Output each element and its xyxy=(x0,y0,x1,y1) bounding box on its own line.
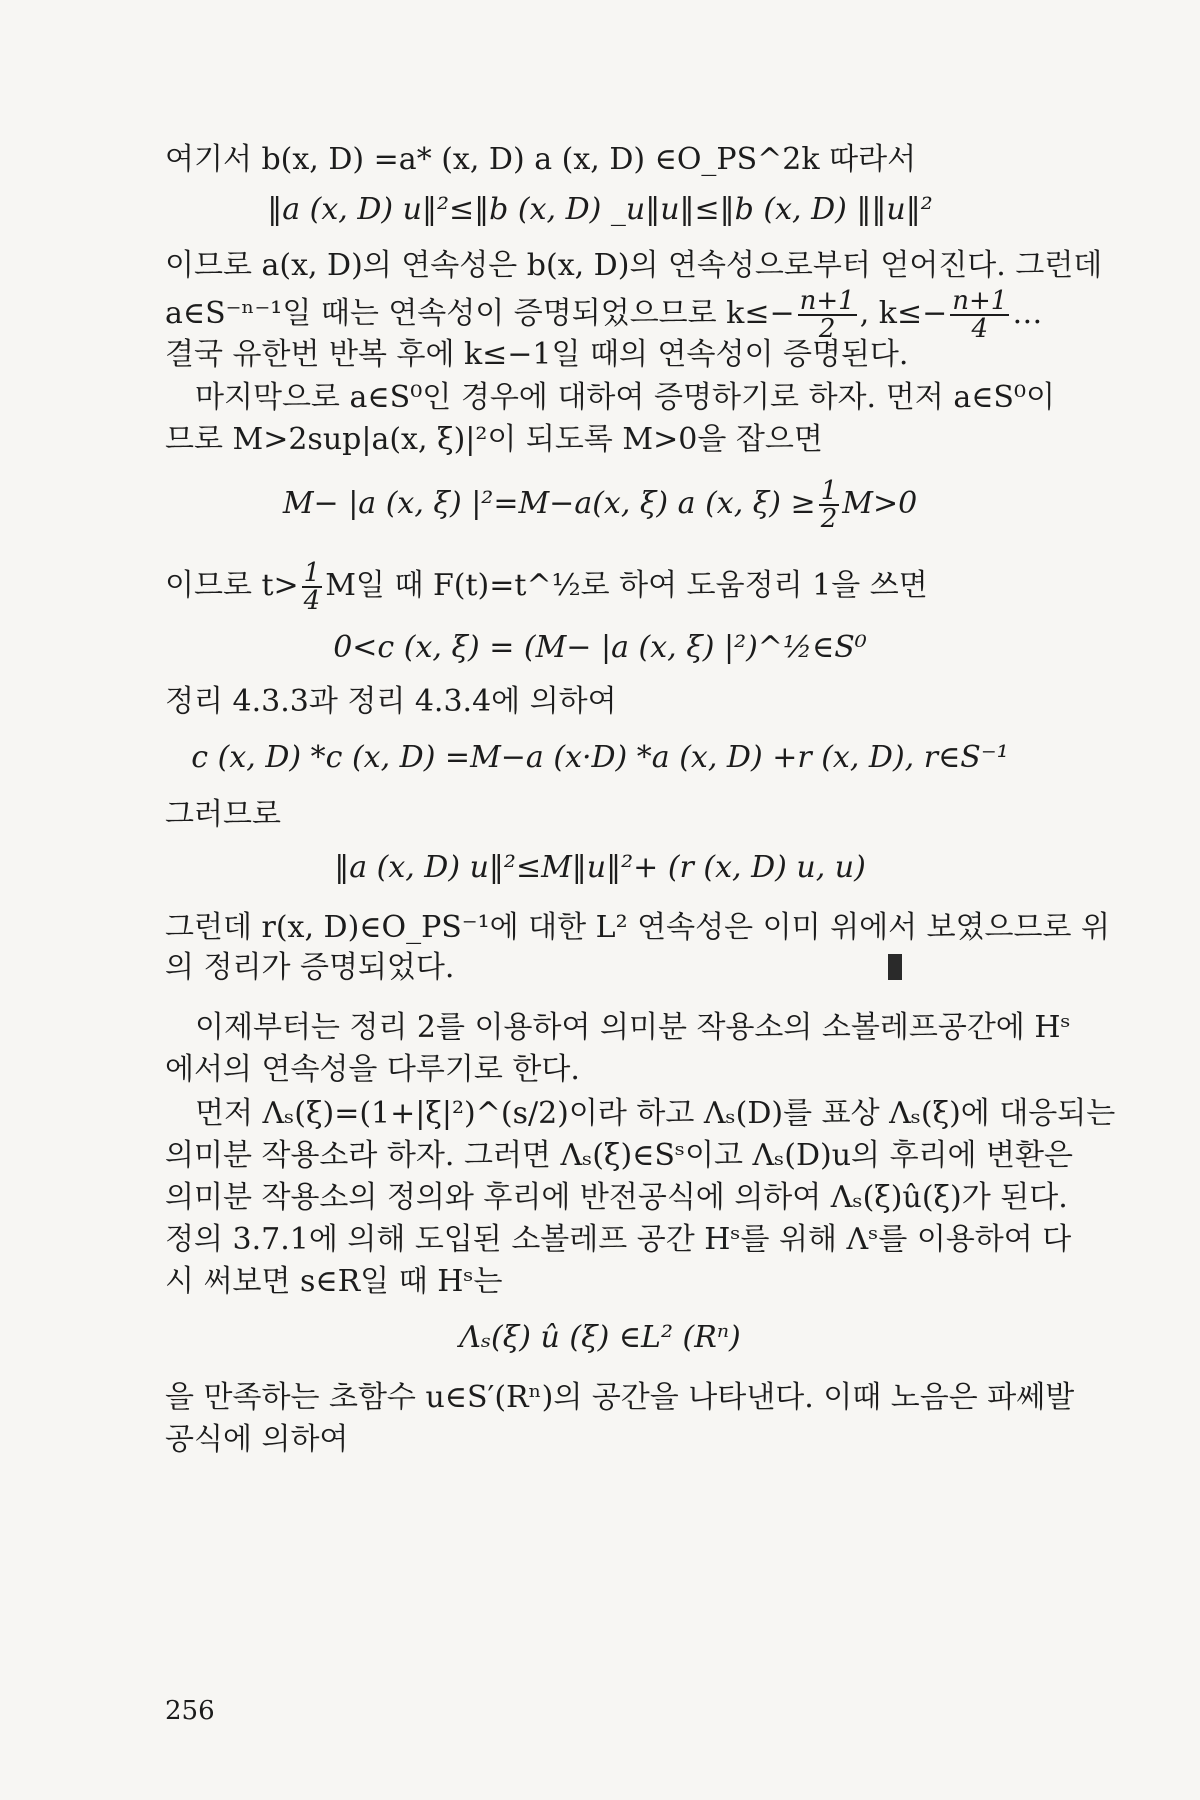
text-line-with-fractions xyxy=(165,288,1055,342)
fraction xyxy=(819,478,840,532)
text-line: 그러므로 xyxy=(165,797,281,832)
text-segment: a∈S⁻ⁿ⁻¹일 때는 연속성이 증명되었으므로 k≤− xyxy=(165,296,795,331)
text-segment: 의 정리가 증명되었다. xyxy=(165,950,455,985)
paragraph-first-line: 마지막으로 a∈S⁰인 경우에 대하여 증명하기로 하자. 먼저 a∈S⁰이 xyxy=(195,380,1055,415)
equation xyxy=(0,478,1200,532)
text-segment: 이므로 t> xyxy=(165,568,299,603)
text-line: 여기서 b(x, D) =a* (x, D) a (x, D) ∈O_PS^2k 따라서 xyxy=(165,142,917,177)
text-line: 을 만족하는 초함수 u∈S′(Rⁿ)의 공간을 나타낸다. 이때 노음은 파쎄발 xyxy=(165,1380,1075,1415)
page-number: 256 xyxy=(165,1696,215,1726)
equation: c (x, D) *c (x, D) =M−a (x·D) *a (x, D) +r (x, D), r∈S⁻¹ xyxy=(191,740,1009,775)
text-line-with-fraction xyxy=(165,560,1055,614)
equation: ‖a (x, D) u‖²≤M‖u‖²+ (r (x, D) u, u) xyxy=(334,850,866,885)
text-line: 의미분 작용소의 정의와 후리에 반전공식에 의하여 Λₛ(ξ)û(ξ)가 된다. xyxy=(165,1180,1068,1215)
text-line: 그런데 r(x, D)∈O_PS⁻¹에 대한 L² 연속성은 이미 위에서 보였으므로 위 xyxy=(165,910,1111,945)
equation: 0<c (x, ξ) = (M− |a (x, ξ) |²)^½∈S⁰ xyxy=(333,630,867,665)
equation-segment: M− |a (x, ξ) |²=M−a(x, ξ) a (x, ξ) ≥ xyxy=(282,486,816,521)
fraction-denominator: 4 xyxy=(971,314,989,344)
fraction-numerator: 1 xyxy=(820,476,838,506)
text-segment: M일 때 F(t)=t^½로 하여 도움정리 1을 쓰면 xyxy=(325,568,928,603)
fraction-denominator: 2 xyxy=(818,314,836,344)
fraction-numerator: 1 xyxy=(303,558,321,588)
text-line: 시 써보면 s∈R일 때 Hˢ는 xyxy=(165,1264,503,1299)
fraction-numerator: n+1 xyxy=(799,286,855,316)
text-line: 공식에 의하여 xyxy=(165,1422,349,1457)
fraction xyxy=(950,288,1009,342)
equation: Λₛ(ξ) û (ξ) ∈L² (Rⁿ) xyxy=(459,1320,741,1355)
fraction-denominator: 2 xyxy=(820,504,838,534)
fraction-numerator: n+1 xyxy=(952,286,1008,316)
text-line xyxy=(165,948,1055,988)
text-line: 므로 M>2sup|a(x, ξ)|²이 되도록 M>0을 잡으면 xyxy=(165,422,823,457)
qed-mark xyxy=(888,954,902,980)
fraction xyxy=(798,288,857,342)
fraction xyxy=(302,560,323,614)
equation: ‖a (x, D) u‖²≤‖b (x, D) _u‖u‖≤‖b (x, D) ‖‖u‖² xyxy=(267,192,933,227)
paragraph-first-line: 먼저 Λₛ(ξ)=(1+|ξ|²)^(s/2)이라 하고 Λₛ(D)를 표상 Λₛ(ξ)에 대응되는 xyxy=(195,1096,1116,1131)
text-line: 에서의 연속성을 다루기로 한다. xyxy=(165,1052,580,1087)
text-line: 이므로 a(x, D)의 연속성은 b(x, D)의 연속성으로부터 얻어진다. 그런데 xyxy=(165,248,1103,283)
text-line: 의미분 작용소라 하자. 그러면 Λₛ(ξ)∈Sˢ이고 Λₛ(D)u의 후리에 변환은 xyxy=(165,1138,1073,1173)
paragraph-first-line: 이제부터는 정리 2를 이용하여 의미분 작용소의 소볼레프공간에 Hˢ xyxy=(195,1010,1071,1045)
fraction-denominator: 4 xyxy=(303,586,321,616)
text-line: 정의 3.7.1에 의해 도입된 소볼레프 공간 Hˢ를 위해 Λˢ를 이용하여 다 xyxy=(165,1222,1072,1257)
text-line: 결국 유한번 반복 후에 k≤−1일 때의 연속성이 증명된다. xyxy=(165,337,909,372)
text-segment: , k≤− xyxy=(859,296,948,331)
text-line: 정리 4.3.3과 정리 4.3.4에 의하여 xyxy=(165,684,617,719)
equation-segment: M>0 xyxy=(842,486,918,521)
text-segment: … xyxy=(1012,296,1043,331)
